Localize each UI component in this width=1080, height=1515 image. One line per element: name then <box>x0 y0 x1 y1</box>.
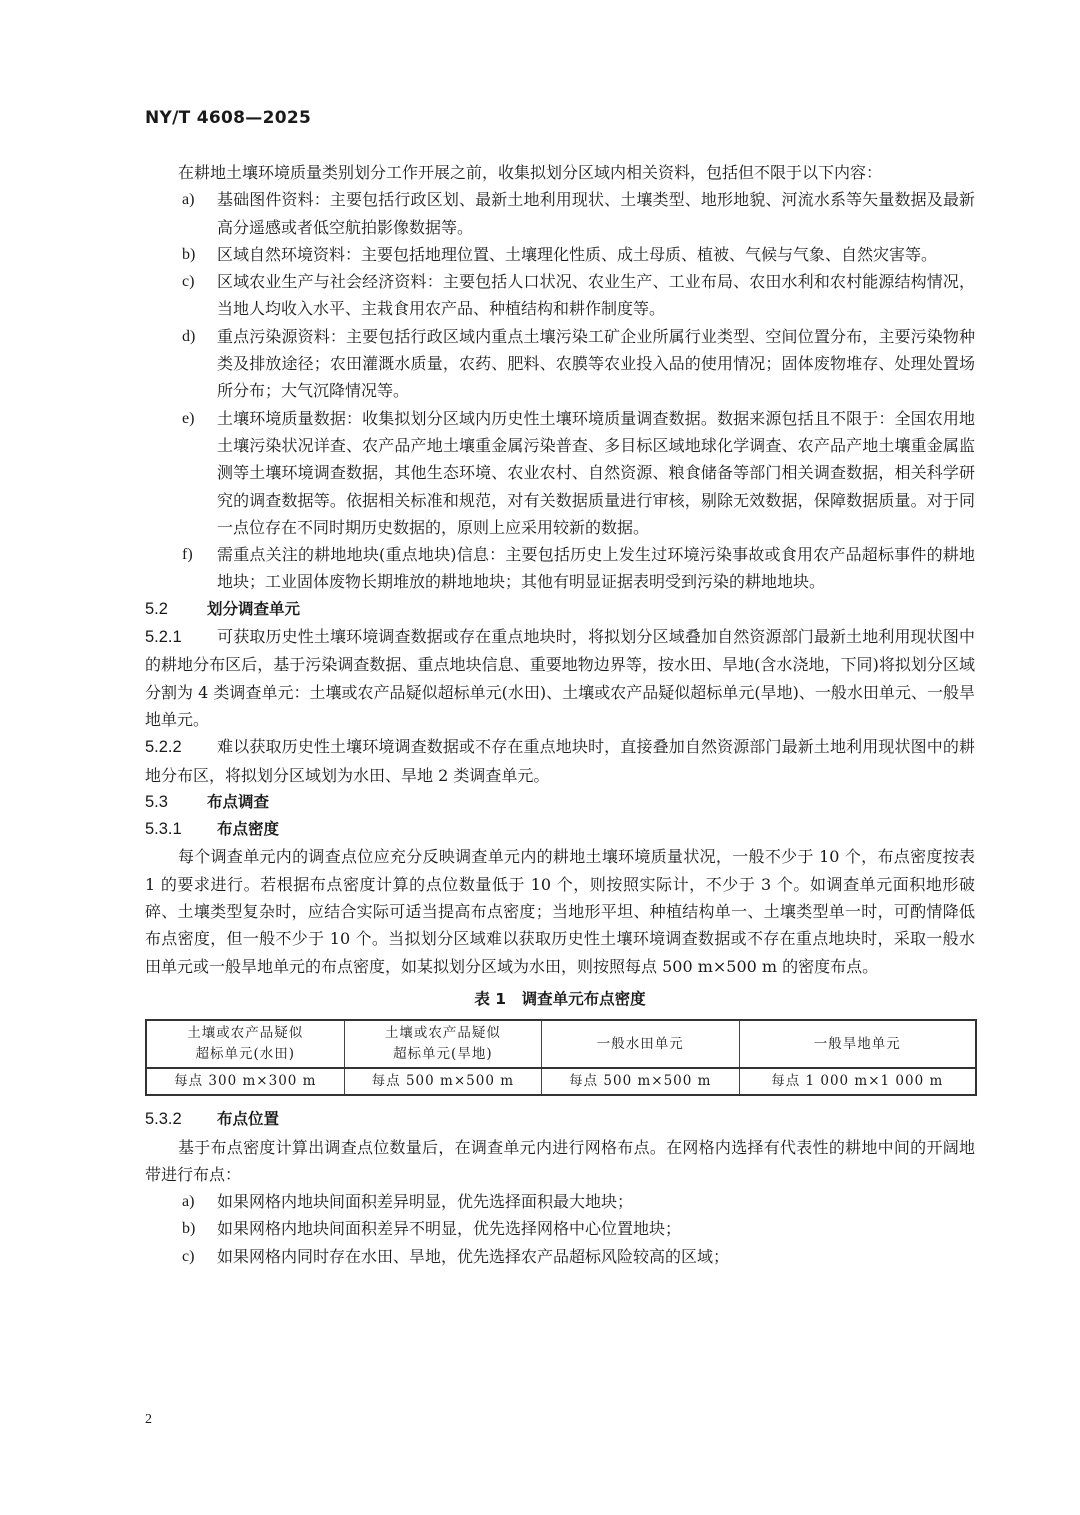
list-marker: c) <box>182 1247 195 1265</box>
list-item <box>145 323 975 405</box>
list-item-text: 如果网格内同时存在水田、旱地，优先选择农产品超标风险较高的区域； <box>217 1246 730 1266</box>
list-item <box>145 1243 975 1270</box>
table-header-cell <box>344 1020 541 1068</box>
list-marker: c) <box>182 273 195 291</box>
section-title: 布点位置 <box>217 1110 280 1129</box>
section-title: 划分调查单元 <box>207 599 301 618</box>
section-heading-5-3-2 <box>145 1106 975 1133</box>
list-item <box>145 241 975 268</box>
section-heading-5-3 <box>145 789 975 816</box>
list-item-text: 区域农业生产与社会经济资料：主要包括人口状况、农业生产、工业布局、农田水利和农村能源结构情况，当地人均收入水平、主栽食用农产品、种植结构和耕作制度等。 <box>217 272 975 319</box>
list-item-text: 基础图件资料：主要包括行政区划、最新土地利用现状、土壤类型、地形地貌、河流水系等矢量数据及最新高分遥感或者低空航拍影像数据等。 <box>217 190 975 237</box>
list-marker: e) <box>182 409 195 427</box>
list-marker: b) <box>182 245 196 263</box>
list-item <box>145 1188 975 1215</box>
table-cell: 每点 300 m×300 m <box>146 1068 344 1095</box>
table-cell: 每点 500 m×500 m <box>542 1068 739 1095</box>
list-item-text: 重点污染源资料：主要包括行政区域内重点土壤污染工矿企业所属行业类型、空间位置分布，主要污染物种类及排放途径；农田灌溉水质量，农药、肥料、农膜等农业投入品的使用情况；固体废物堆存、处理处置场所分布；大气沉降情况等。 <box>217 326 975 401</box>
standard-number-header: NY/T 4608—2025 <box>145 108 312 128</box>
intro-paragraph: 在耕地土壤环境质量类别划分工作开展之前，收集拟划分区域内相关资料，包括但不限于以下内容： <box>178 163 883 182</box>
list-item-text: 土壤环境质量数据：收集拟划分区域内历史性土壤环境质量调查数据。数据来源包括且不限于：全国农用地土壤污染状况详查、农产品产地土壤重金属污染普查、多目标区域地球化学调查、农产品产地土壤重金属监测等土壤环境调查数据，其他生态环境、农业农村、自然资源、粮食储备等部门相关调查数据，相关科学研究的调查数据等。依据相关标准和规范，对有关数据质量进行审核，剔除无效数据，保障数据质量。对于同一点位存在不同时期历史数据的，原则上应采用较新的数据。 <box>217 408 975 537</box>
density-table <box>145 1019 977 1096</box>
materials-list <box>145 186 975 595</box>
clause-text: 难以获取历史性土壤环境调查数据或不存在重点地块时，直接叠加自然资源部门最新土地利用现状图中的耕地分布区，将拟划分区域划为水田、旱地 2 类调查单元。 <box>145 737 975 785</box>
list-item-text: 如果网格内地块间面积差异不明显，优先选择网格中心位置地块； <box>217 1219 682 1239</box>
table-header-cell <box>542 1020 739 1068</box>
density-paragraph: 每个调查单元内的调查点位应充分反映调查单元内的耕地土壤环境质量状况，一般不少于 10 个，布点密度按表 1 的要求进行。若根据布点密度计算的点位数量低于 10 个，则按照实际计，不少于 3 个。如调查单元面积地形破碎、土壤类型复杂时，应结合实际可适当提高布点密度；当地形平坦、种植结构单一、土壤类型单一时，可酌情降低布点密度，但一般不少于 10 个。当拟划分区域难以获取历史性土壤环境调查数据或不存在重点地块时，采取一般水田单元或一般旱地单元的布点密度，如某拟划分区域为水田，则按照每点 500 m×500 m 的密度布点。 <box>145 847 975 976</box>
table-header-row <box>146 1020 976 1068</box>
header-line: 土壤或农产品疑似 <box>187 1025 304 1042</box>
list-item-text: 需重点关注的耕地地块(重点地块)信息：主要包括历史上发生过环境污染事故或食用农产品超标事件的耕地地块；工业固体废物长期堆放的耕地地块；其他有明显证据表明受到污染的耕地地块。 <box>217 545 975 592</box>
list-item <box>145 541 975 596</box>
header-line: 一般水田单元 <box>596 1035 684 1052</box>
list-item <box>145 405 975 541</box>
list-item <box>145 1215 975 1242</box>
section-title: 布点密度 <box>217 820 280 839</box>
list-item-text: 区域自然环境资料：主要包括地理位置、土壤理化性质、成土母质、植被、气候与气象、自然灾害等。 <box>217 244 938 264</box>
list-marker: f) <box>182 546 193 564</box>
clause-number: 5.2.2 <box>145 738 182 757</box>
header-line: 一般旱地单元 <box>813 1035 901 1052</box>
list-item-text: 如果网格内地块间面积差异明显，优先选择面积最大地块； <box>217 1192 634 1212</box>
clause-number: 5.2.1 <box>145 628 182 647</box>
list-marker: a) <box>182 191 195 209</box>
list-item <box>145 268 975 323</box>
clause-5-2-2 <box>145 733 975 789</box>
list-marker: d) <box>182 327 196 345</box>
header-line: 超标单元(旱地) <box>393 1046 493 1063</box>
section-heading-5-2 <box>145 596 975 623</box>
table-header-cell <box>739 1020 976 1068</box>
section-number: 5.2 <box>145 599 168 618</box>
table-cell: 每点 1 000 m×1 000 m <box>739 1068 976 1095</box>
page-number: 2 <box>145 1412 152 1427</box>
list-item <box>145 186 975 241</box>
table-row <box>146 1068 976 1095</box>
header-line: 超标单元(水田) <box>195 1046 296 1063</box>
table-title: 表 1 调查单元布点密度 <box>474 989 646 1008</box>
clause-text: 可获取历史性土壤环境调查数据或存在重点地块时，将拟划分区域叠加自然资源部门最新土地利用现状图中的耕地分布区后，基于污染调查数据、重点地块信息、重要地物边界等，按水田、旱地(含水浇地，下同)将拟划分区域分割为 4 类调查单元：土壤或农产品疑似超标单元(水田)、土壤或农产品疑似超标单元(旱地)、一般水田单元、一般旱地单元。 <box>145 627 975 729</box>
section-number: 5.3 <box>145 792 168 811</box>
location-paragraph: 基于布点密度计算出调查点位数量后，在调查单元内进行网格布点。在网格内选择有代表性的耕地中间的开阔地带进行布点： <box>145 1137 975 1184</box>
list-marker: a) <box>182 1193 195 1211</box>
list-marker: b) <box>182 1220 196 1238</box>
table-header-cell <box>146 1020 344 1068</box>
clause-5-2-1 <box>145 623 975 733</box>
document-body <box>145 159 975 1270</box>
section-number: 5.3.2 <box>145 1110 182 1129</box>
header-line: 土壤或农产品疑似 <box>384 1025 501 1042</box>
section-title: 布点调查 <box>207 792 270 811</box>
table-cell: 每点 500 m×500 m <box>344 1068 541 1095</box>
section-heading-5-3-1 <box>145 816 975 843</box>
location-rules-list <box>145 1188 975 1270</box>
section-number: 5.3.1 <box>145 820 182 839</box>
